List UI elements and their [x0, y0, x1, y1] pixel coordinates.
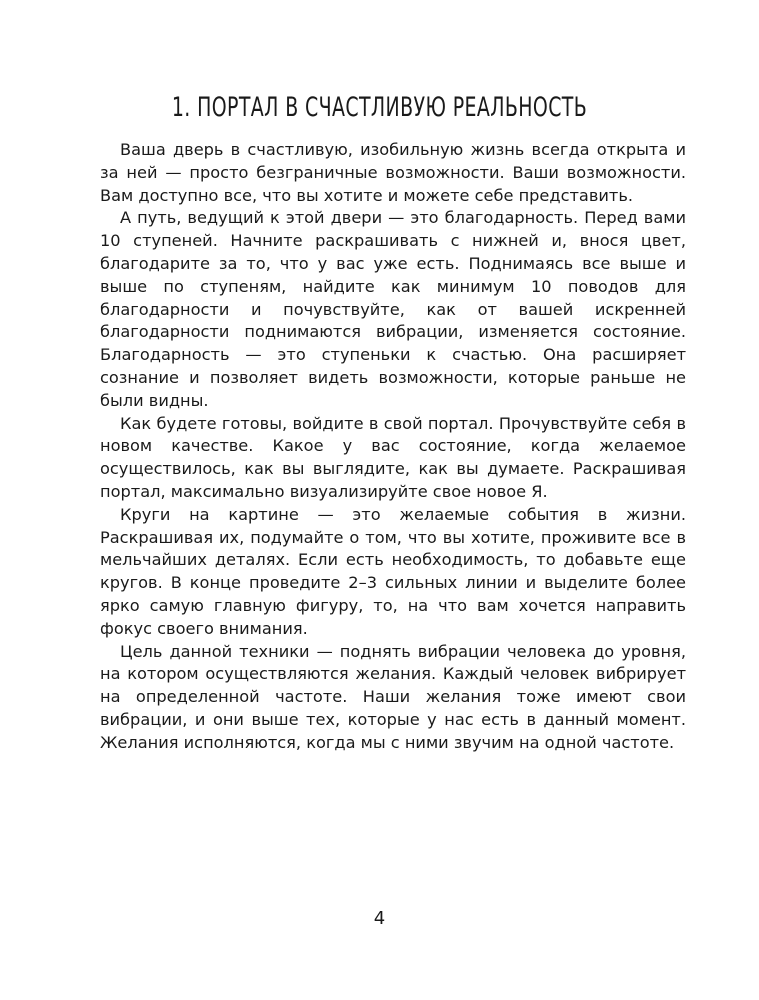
- paragraph: Как будете готовы, войдите в свой портал. Прочувствуйте себя в новом качестве. Какое у вас состояние, когда желаемое осуществилось, как вы выглядите, как вы думаете. Раскрашивая портал, максимально визуализируйте свое новое Я.: [100, 413, 686, 501]
- chapter-title: 1. ПОРТАЛ В СЧАСТЛИВУЮ РЕАЛЬНОСТЬ: [171, 92, 588, 123]
- page-number: 4: [373, 908, 386, 929]
- paragraph: Ваша дверь в счастливую, изобильную жизнь всегда открыта и за ней — просто безграничные возможности. Ваши возможности. Вам доступно все, что вы хотите и можете себе представить.: [100, 140, 686, 205]
- body-text: [100, 139, 686, 755]
- paragraph: Цель данной техники — поднять вибрации человека до уровня, на котором осуществляются желания. Каждый человек вибрирует на определенной частоте. Наши желания тоже имеют свои вибрации, и они выше тех, которые у нас есть в данный момент. Желания исполняются, когда мы с ними звучим на одной частоте.: [100, 641, 686, 752]
- paragraph: Круги на картине — это желаемые события в жизни. Раскрашивая их, подумайте о том, что вы хотите, проживите все в мельчайших деталях. Если есть необходимость, то добавьте еще кругов. В конце проведите 2–3 сильных линии и выделите более ярко самую главную фигуру, то, на что вам хочется направить фокус своего внимания.: [100, 504, 686, 638]
- paragraph: А путь, ведущий к этой двери — это благодарность. Перед вами 10 ступеней. Начните раскрашивать с нижней и, внося цвет, благодарите за то, что у вас уже есть. Поднимаясь все выше и выше по ступеням, найдите как минимум 10 поводов для благодарности и почувствуйте, как от вашей искренней благодарности поднимаются вибрации, изменяется состояние. Благодарность — это ступеньки к счастью. Она расширяет сознание и позволяет видеть возможности, которые раньше не были видны.: [100, 208, 686, 410]
